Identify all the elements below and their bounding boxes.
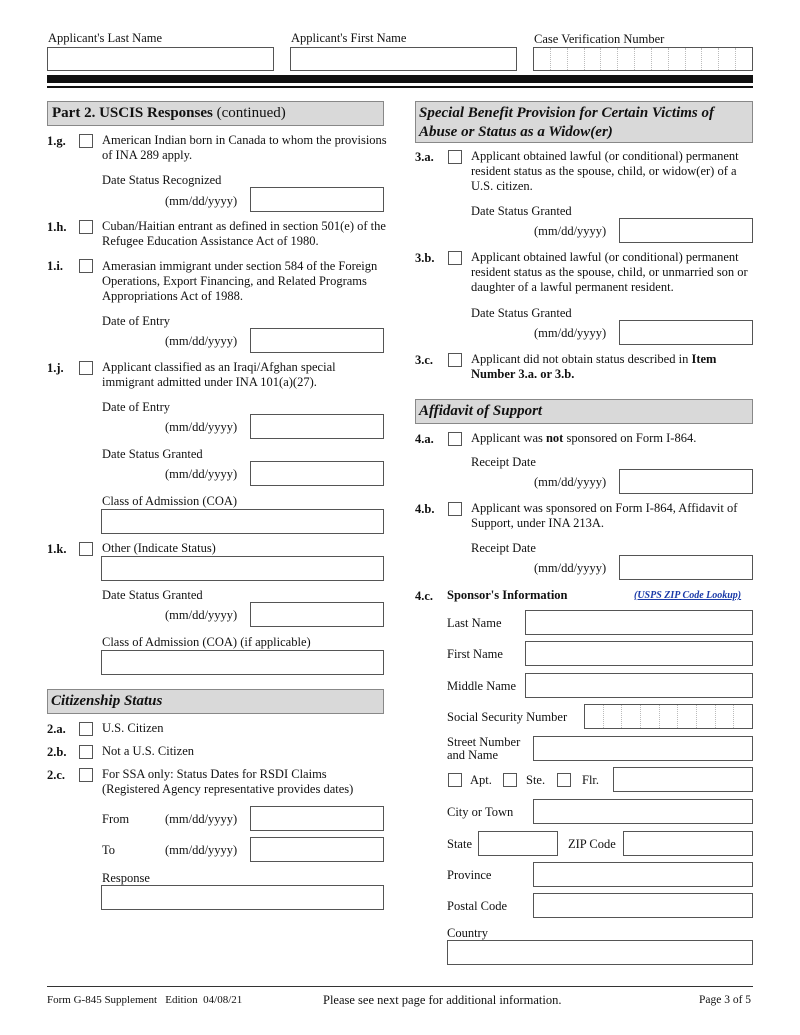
case-verification-label: Case Verification Number (534, 32, 665, 46)
last-name-label: Applicant's Last Name (48, 31, 163, 45)
footer-next-page: Please see next page for additional information. (323, 993, 562, 1007)
sponsor-last-name-input[interactable] (525, 610, 753, 635)
sponsor-last-name-label: Last Name (447, 616, 502, 630)
q1i-number: 1.i. (47, 259, 63, 273)
case-verification-input[interactable] (533, 47, 753, 71)
q1g-date-label: Date Status Recognized (102, 173, 222, 187)
q3b-number: 3.b. (415, 251, 435, 265)
response-label: Response (102, 871, 150, 885)
q1j-text: Applicant classified as an Iraqi/Afghan special immigrant admitted under INA 101(a)(27). (102, 360, 336, 389)
q4b-number: 4.b. (415, 502, 435, 516)
q1g-format: (mm/dd/yyyy) (165, 194, 238, 208)
zip-input[interactable] (623, 831, 753, 856)
q1k-coa-input[interactable] (101, 650, 384, 675)
q1g-text: American Indian born in Canada to whom the provisions of INA 289 apply. (102, 133, 387, 162)
header-rule (47, 75, 753, 83)
q1k-checkbox[interactable] (79, 542, 93, 556)
ste-label: Ste. (526, 773, 546, 787)
street-label: Street Number and Name (447, 735, 521, 762)
q1k-coa-label: Class of Admission (COA) (if applicable) (102, 635, 311, 649)
q1j-granted-format: (mm/dd/yyyy) (165, 467, 238, 481)
q4a-receipt-input[interactable] (619, 469, 753, 494)
q1h-number: 1.h. (47, 220, 67, 234)
q1k-granted-input[interactable] (250, 602, 384, 627)
affidavit-title: Affidavit of Support (419, 403, 543, 419)
ssn-label: Social Security Number (447, 710, 568, 724)
header-rule-thin (47, 86, 753, 88)
q4b-receipt-input[interactable] (619, 555, 753, 580)
q1k-status-input[interactable] (101, 556, 384, 581)
sponsor-info-label: Sponsor's Information (447, 588, 568, 602)
q1h-text: Cuban/Haitian entrant as defined in section 501(e) of the Refugee Education Assistance Act of 1980. (102, 219, 386, 248)
q4b-checkbox[interactable] (448, 502, 462, 516)
to-date-input[interactable] (250, 837, 384, 862)
country-label: Country (447, 926, 488, 940)
to-format: (mm/dd/yyyy) (165, 843, 238, 857)
q2b-number: 2.b. (47, 745, 67, 759)
q4a-format: (mm/dd/yyyy) (534, 475, 607, 489)
q2b-checkbox[interactable] (79, 745, 93, 759)
sponsor-first-name-label: First Name (447, 647, 503, 661)
city-input[interactable] (533, 799, 753, 824)
q3b-text: Applicant obtained lawful (or conditional) permanent resident status as the spouse, child, or unmarried son or daughter of a lawful permanent resident. (471, 250, 748, 294)
first-name-label: Applicant's First Name (291, 31, 407, 45)
from-date-input[interactable] (250, 806, 384, 831)
q4b-text: Applicant was sponsored on Form I-864, Affidavit of Support, under INA 213A. (471, 501, 738, 530)
q1k-format: (mm/dd/yyyy) (165, 608, 238, 622)
q3c-checkbox[interactable] (448, 353, 462, 367)
q3b-checkbox[interactable] (448, 251, 462, 265)
applicant-first-name-input[interactable] (290, 47, 517, 71)
q1i-text: Amerasian immigrant under section 584 of the Foreign Operations, Export Financing, and Related Programs Appropriations Act of 1988. (102, 259, 378, 303)
applicant-last-name-input[interactable] (47, 47, 274, 71)
q3b-date-input[interactable] (619, 320, 753, 345)
unit-number-input[interactable] (613, 767, 753, 792)
postal-code-input[interactable] (533, 893, 753, 918)
q3b-granted-label: Date Status Granted (471, 306, 572, 320)
q1j-coa-input[interactable] (101, 509, 384, 534)
q2c-text: For SSA only: Status Dates for RSDI Claims (Registered Agency representative provides dates) (102, 767, 354, 796)
q3a-granted-label: Date Status Granted (471, 204, 572, 218)
state-label: State (447, 837, 472, 851)
zip-label: ZIP Code (568, 837, 616, 851)
q1j-entry-label: Date of Entry (102, 400, 171, 414)
to-label: To (102, 843, 116, 857)
footer-rule (47, 986, 753, 987)
q1i-format: (mm/dd/yyyy) (165, 334, 238, 348)
q4b-format: (mm/dd/yyyy) (534, 561, 607, 575)
apt-checkbox[interactable] (448, 773, 462, 787)
q1g-checkbox[interactable] (79, 134, 93, 148)
q4a-number: 4.a. (415, 432, 434, 446)
response-input[interactable] (101, 885, 384, 910)
q1g-number: 1.g. (47, 134, 66, 148)
q3a-checkbox[interactable] (448, 150, 462, 164)
flr-label: Flr. (582, 773, 600, 787)
q2a-checkbox[interactable] (79, 722, 93, 736)
city-label: City or Town (447, 805, 514, 819)
q1i-date-input[interactable] (250, 328, 384, 353)
q2a-number: 2.a. (47, 722, 66, 736)
street-input[interactable] (533, 736, 753, 761)
q4c-number: 4.c. (415, 589, 434, 603)
q4a-receipt-label: Receipt Date (471, 455, 536, 469)
q3a-format: (mm/dd/yyyy) (534, 224, 607, 238)
q1j-checkbox[interactable] (79, 361, 93, 375)
q3c-number: 3.c. (415, 353, 434, 367)
sponsor-middle-name-input[interactable] (525, 673, 753, 698)
q1j-granted-input[interactable] (250, 461, 384, 486)
q4b-receipt-label: Receipt Date (471, 541, 536, 555)
q4a-checkbox[interactable] (448, 432, 462, 446)
q1j-coa-label: Class of Admission (COA) (102, 494, 238, 508)
state-select[interactable] (478, 831, 558, 856)
q2a-text: U.S. Citizen (102, 721, 164, 735)
ssn-input[interactable] (584, 704, 753, 729)
q3b-format: (mm/dd/yyyy) (534, 326, 607, 340)
q1j-granted-label: Date Status Granted (102, 447, 203, 461)
q1i-date-label: Date of Entry (102, 314, 171, 328)
postal-code-label: Postal Code (447, 899, 508, 913)
q3a-date-input[interactable] (619, 218, 753, 243)
province-input[interactable] (533, 862, 753, 887)
q2c-number: 2.c. (47, 768, 66, 782)
q1j-entry-format: (mm/dd/yyyy) (165, 420, 238, 434)
special-title: Special Benefit Provision for Certain Victims of Abuse or Status as a Widow(er) (419, 105, 715, 140)
q3a-text: Applicant obtained lawful (or conditional) permanent resident status as the spouse, child, or widow(er) of a U.S. citizen. (471, 149, 739, 193)
apt-label: Apt. (470, 773, 492, 787)
citizenship-title: Citizenship Status (51, 693, 163, 709)
q2c-checkbox[interactable] (79, 768, 93, 782)
flr-checkbox[interactable] (557, 773, 571, 787)
q1j-number: 1.j. (47, 361, 64, 375)
q2b-text: Not a U.S. Citizen (102, 744, 195, 758)
part2-title: Part 2. USCIS Responses (continued) (52, 105, 286, 121)
from-label: From (102, 812, 130, 826)
q1j-entry-input[interactable] (250, 414, 384, 439)
q1i-checkbox[interactable] (79, 259, 93, 273)
province-label: Province (447, 868, 492, 882)
sponsor-middle-name-label: Middle Name (447, 679, 517, 693)
usps-zip-lookup-link[interactable]: (USPS ZIP Code Lookup) (634, 590, 742, 601)
q1k-granted-label: Date Status Granted (102, 588, 203, 602)
q4a-text: Applicant was not sponsored on Form I-864. (471, 431, 697, 445)
q3c-text: Applicant did not obtain status described in Item Number 3.a. or 3.b. (471, 352, 717, 381)
q1k-text: Other (Indicate Status) (102, 541, 216, 555)
q1k-number: 1.k. (47, 542, 67, 556)
q1g-date-input[interactable] (250, 187, 384, 212)
q3a-number: 3.a. (415, 150, 434, 164)
from-format: (mm/dd/yyyy) (165, 812, 238, 826)
footer-page-number: Page 3 of 5 (699, 994, 752, 1006)
footer-form-edition: Form G-845 Supplement Edition 04/08/21 (47, 994, 243, 1006)
sponsor-first-name-input[interactable] (525, 641, 753, 666)
ste-checkbox[interactable] (503, 773, 517, 787)
country-input[interactable] (447, 940, 753, 965)
q1h-checkbox[interactable] (79, 220, 93, 234)
